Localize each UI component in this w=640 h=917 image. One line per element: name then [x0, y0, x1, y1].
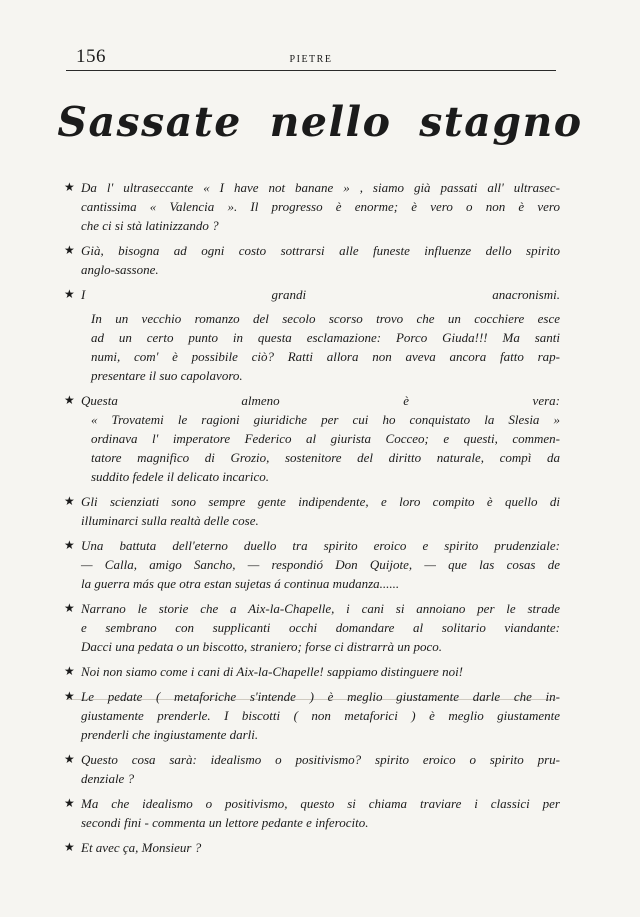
aphorism-entry — [64, 285, 560, 385]
entry-line: tatore magnifico di Grozio, sostenitore del diritto naturale, compì da — [91, 450, 560, 465]
aphorism-entry — [64, 391, 560, 486]
entry-line: Una battuta dell'eterno duello tra spirito eroico e spirito prudenziale: — [81, 538, 560, 553]
entry-line: Già, bisogna ad ogni costo sottrarsi alle funeste influenze dello spirito — [81, 243, 560, 258]
entry-line: numi, com' è possibile ciò? Ratti allora non aveva ancora fatto rap- — [91, 349, 560, 364]
star-bullet-icon: ★ — [64, 393, 75, 407]
entry-line: che ci si stà latinizzando ? — [81, 218, 219, 233]
entry-line: In un vecchio romanzo del secolo scorso trovo che un cocchiere esce — [91, 311, 560, 326]
entry-line: cantissima « Valencia ». Il progresso è enorme; è vero o non è vero — [81, 199, 560, 214]
aphorism-entry — [64, 662, 560, 681]
entry-line: ad un certo punto in questa esclamazione: Porco Giuda!!! Ma santi — [91, 330, 560, 345]
star-bullet-icon: ★ — [64, 287, 75, 301]
star-bullet-icon: ★ — [64, 664, 75, 678]
aphorism-entry — [64, 599, 560, 656]
entry-line: giustamente prenderle. I biscotti ( non metaforici ) è meglio giustamente — [81, 708, 560, 723]
running-head: PIETRE — [289, 54, 333, 65]
entry-line: secondi fini - commenta un lettore pedante e inferocito. — [81, 815, 369, 830]
star-bullet-icon: ★ — [64, 538, 75, 552]
star-bullet-icon: ★ — [64, 180, 75, 194]
star-bullet-icon: ★ — [64, 243, 75, 257]
entry-line: Le pedate ( metaforiche s'intende ) è meglio giustamente darle che in- — [81, 689, 560, 704]
entry-line: Questa almeno è vera: — [81, 393, 560, 408]
entry-line: Narrano le storie che a Aix-la-Chapelle, i cani si annoiano per le strade — [81, 601, 560, 616]
entry-line: suddito fedele il delicato incarico. — [91, 469, 269, 484]
aphorism-entry — [64, 687, 560, 744]
entry-line: I grandi anacronismi. — [81, 287, 560, 302]
entry-line: Noi non siamo come i cani di Aix-la-Chapelle! sappiamo distinguere noi! — [81, 664, 464, 679]
entry-line: Dacci una pedata o un biscotto, straniero; forse ci distrarrà un poco. — [81, 639, 442, 654]
entry-line: e sembrano con supplicanti occhi domandare al solitario viandante: — [81, 620, 560, 635]
entry-line: ordinava l' imperatore Federico al giurista Cocceo; e questi, commen- — [91, 431, 560, 446]
star-bullet-icon: ★ — [64, 752, 75, 766]
star-bullet-icon: ★ — [64, 689, 75, 703]
aphorism-entry — [64, 492, 560, 530]
page-title: Sassate nello stagno — [57, 98, 583, 146]
aphorism-list — [64, 178, 560, 863]
entry-line: Questo cosa sarà: idealismo o positivismo? spirito eroico o spirito pru- — [81, 752, 560, 767]
page-number: 156 — [76, 46, 106, 67]
entry-line: — Calla, amigo Sancho, — respondió Don Quijote, — que las cosas de — [81, 557, 560, 572]
aphorism-entry — [64, 750, 560, 788]
entry-line: prenderli che ingiustamente darli. — [81, 727, 259, 742]
entry-line: la guerra más que otra estan sujetas á continua mudanza...... — [81, 576, 400, 591]
aphorism-entry — [64, 241, 560, 279]
entry-line: Gli scienziati sono sempre gente indipendente, e loro compito è quello di — [81, 494, 560, 509]
page-header — [66, 48, 556, 71]
aphorism-entry — [64, 794, 560, 832]
star-bullet-icon: ★ — [64, 796, 75, 810]
entry-line: presentare il suo capolavoro. — [91, 368, 243, 383]
aphorism-entry — [64, 178, 560, 235]
entry-line: denziale ? — [81, 771, 135, 786]
entry-line: anglo-sassone. — [81, 262, 159, 277]
aphorism-entry — [64, 838, 560, 857]
entry-line: illuminarci sulla realtà delle cose. — [81, 513, 259, 528]
entry-line: Et avec ça, Monsieur ? — [81, 840, 202, 855]
star-bullet-icon: ★ — [64, 840, 75, 854]
entry-line: Da l' ultraseccante « I have not banane » , siamo già passati all' ultrasec- — [81, 180, 560, 195]
aphorism-entry — [64, 536, 560, 593]
star-bullet-icon: ★ — [64, 601, 75, 615]
entry-line: « Trovatemi le ragioni giuridiche per cui ho conquistato la Slesia » — [91, 412, 560, 427]
star-bullet-icon: ★ — [64, 494, 75, 508]
entry-line: Ma che idealismo o positivismo, questo si chiama traviare i classici per — [81, 796, 560, 811]
